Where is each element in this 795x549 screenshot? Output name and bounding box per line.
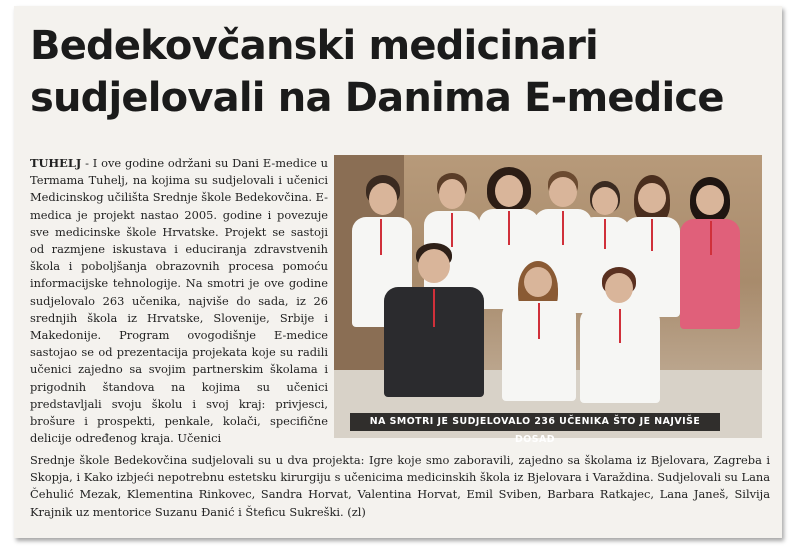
photo-person <box>384 243 484 433</box>
article-lead-word: TUHELJ <box>30 156 82 170</box>
photo-person <box>674 177 746 407</box>
article-column-body: - I ove godine održani su Dani E-medice u Termama Tuhelj, na kojima su sudjelovali i učenici Medicinskog učilišta Srednje škole Bedekovčina. E-medica je projekt nastao 2005. godine i povezuje sve medicinske škole Hrvatske. Projekt se sastoji od razmjene iskustava i educiranja zdravstvenih škola i poboljšanja obrazovnih procesa pomoću informacijske tehnologije. Na smotri je ove godine sudjelovalo 263 učenika, najviše do sada, iz 26 srednjih škola iz Hrvatske, Slovenije, Srbije i Makedonije. Program ovogodišnje E-medice sastojao se od prezentacija projekata koje su radili učenici zajedno sa svojim partnerskim školama i prigodnih štandova na kojima su učenici predstavljali svoju školu i svoj kraj: privjesci, brošure i prospekti, penkale, kolači, specifične delicije određenog kraja. Učenici <box>30 156 328 446</box>
photo-person <box>502 261 576 431</box>
photo-caption: NA SMOTRI JE SUDJELOVALO 236 UČENIKA ŠTO JE NAJVIŠE DOSAD <box>350 413 720 431</box>
photo-person <box>580 267 660 432</box>
article-column-text <box>30 155 328 447</box>
article-bottom-text: Srednje škole Bedekovčina sudjelovali su u dva projekta: Igre koje smo zaboravili, zajedno sa školama iz Bjelovara, Zagreba i Skopja, i Kako izbjeći nepotrebnu estetsku kirurgiju s učenicima medicinskih škola iz Bjelovara i Varaždina. Sudjelovali su Lana Čehulić Mezak, Klementina Rinkovec, Sandra Horvat, Valentina Horvat, Emil Sviben, Barbara Ratkajec, Lana Janeš, Silvija Krajnik uz mentorice Suzanu Đanić i Šteficu Sukreški. (zl) <box>30 453 770 519</box>
article-photo <box>334 155 762 438</box>
headline-line-2: sudjelovali na Danima E-medice <box>30 75 724 121</box>
article-headline <box>30 20 770 124</box>
headline-line-1: Bedekovčanski medicinari <box>30 23 598 69</box>
